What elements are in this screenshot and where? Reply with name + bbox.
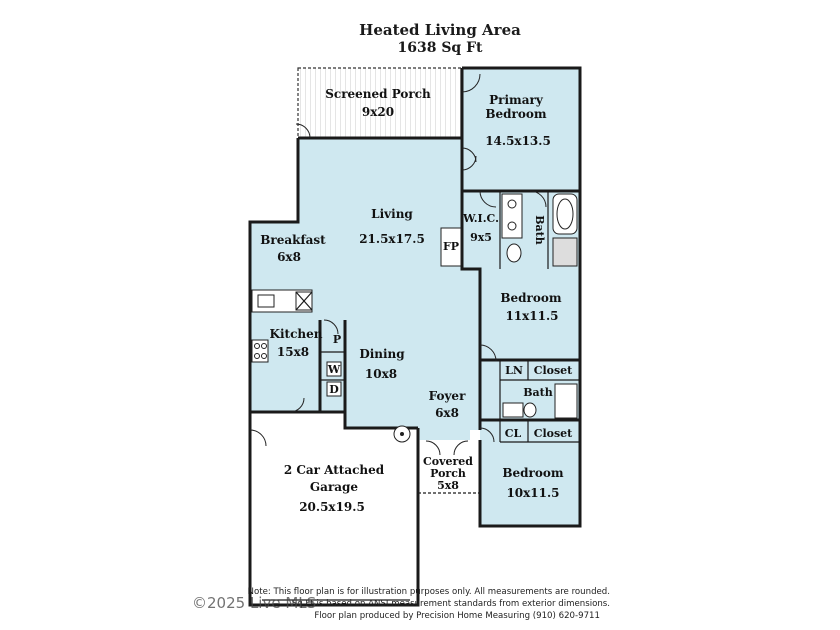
tub-basin-icon [557,199,573,229]
dining-size: 10x8 [364,367,398,381]
note-line-1: Note: This floor plan is for illustration purposes only. All measurements are rounded. [247,587,610,597]
pantry-label: P [332,333,342,346]
kitchen-size: 15x8 [276,345,310,359]
shower-icon [553,238,577,266]
linen-label: LN [505,364,523,377]
living-size: 21.5x17.5 [359,232,425,246]
primary-bedroom-area [462,68,580,191]
square-footage: 1638 Sq Ft [397,40,483,56]
bedroom2-size: 11x11.5 [505,309,559,323]
kitchen-label: Kitchen [269,327,323,341]
screened-porch-size: 9x20 [361,105,395,119]
bedroom2-label: Bedroom [500,291,562,305]
kitchen-sink-icon [258,295,274,307]
closet3-label: Closet [533,427,573,440]
bath2-tub-icon [555,384,577,418]
watermark: ©2025 Live MLS [192,594,317,612]
primary-bedroom-label: Primary [489,93,543,107]
primary-bedroom-label-2: Bedroom [485,107,547,121]
note-line-3: Floor plan produced by Precision Home Measuring (910) 620-9711 [314,611,600,621]
foyer-label: Foyer [428,389,466,403]
bedroom3-label: Bedroom [502,466,564,480]
fireplace-label: FP [442,240,460,253]
sink-icon [508,200,516,208]
bath2-toilet-icon [524,403,536,417]
living-label: Living [371,207,413,221]
bath2-sink-icon [503,403,523,417]
wic-size: 9x5 [470,231,492,244]
front-door-swing [426,441,440,455]
front-door-swing [454,441,468,455]
garage-door-swing [250,430,266,446]
coat-closet-label: CL [504,427,522,440]
garage-label: 2 Car Attached [283,463,385,477]
screened-porch [298,68,462,138]
screened-porch-label: Screened Porch [325,87,431,101]
breakfast-label: Breakfast [260,233,326,247]
covered-porch-label: Covered [423,455,473,468]
washer-label: W [327,363,341,376]
garage-label-2: Garage [309,480,359,494]
stove-icon [252,340,268,362]
wic-label: W.I.C. [463,212,499,225]
breakfast-size: 6x8 [277,250,301,264]
plan-title: Heated Living Area [359,21,521,39]
sink-icon [508,222,516,230]
bath2-label: Bath [523,386,553,399]
note-line-2: Sq Ft is based on ANSI measurement standards from exterior dimensions. [291,599,610,609]
primary-bedroom-size: 14.5x13.5 [485,134,551,148]
closet2-label: Closet [533,364,573,377]
dryer-label: D [329,383,339,396]
dining-label: Dining [359,347,405,361]
bedroom3-size: 10x11.5 [506,486,560,500]
covered-porch-label-2: Porch [430,467,466,480]
primary-bath-label: Bath [533,215,546,245]
covered-porch-size: 5x8 [437,479,459,492]
garage-size: 20.5x19.5 [299,500,365,514]
foyer-size: 6x8 [435,406,459,420]
toilet-icon [507,244,521,262]
